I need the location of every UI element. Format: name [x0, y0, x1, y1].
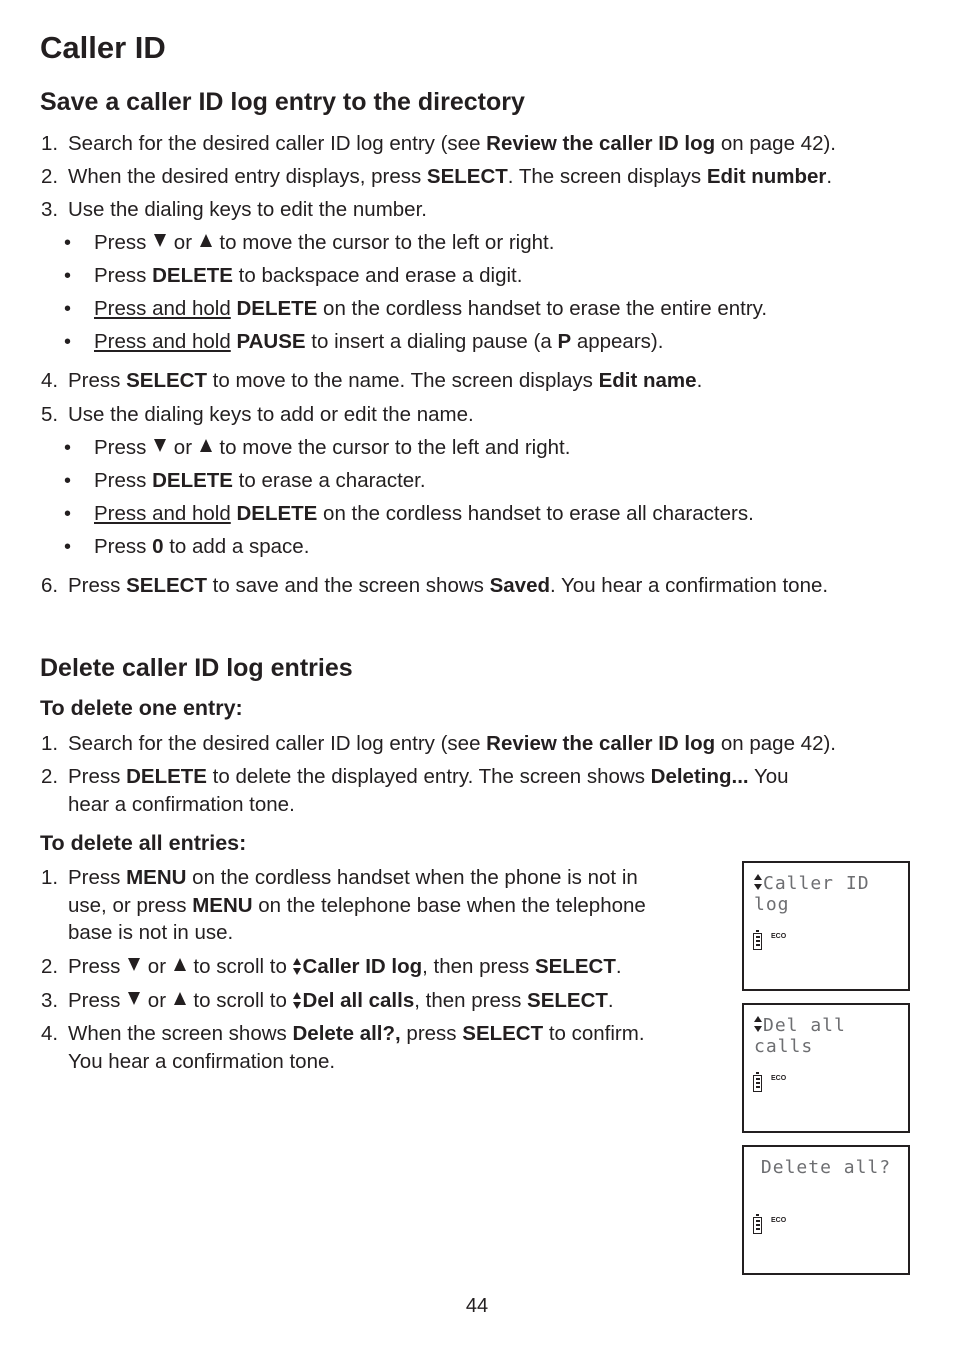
- delete-all-step-4-cont: You hear a confirmation tone.: [68, 1050, 336, 1073]
- page-number: 44: [465, 1295, 489, 1317]
- screen-text: Caller ID log: [754, 873, 870, 915]
- bullet-item: Press 0 to add a space.: [94, 535, 310, 558]
- handset-screen-caller-id-log: [742, 861, 910, 991]
- battery-icon: [753, 1217, 762, 1234]
- delete-one-step-2-cont: hear a confirmation tone.: [68, 793, 295, 816]
- bullet-icon: •: [64, 331, 72, 353]
- step-number: 1.: [41, 132, 59, 155]
- page-title: Caller ID: [40, 30, 166, 65]
- bullet-icon: •: [64, 265, 72, 287]
- eco-indicator: ECO: [771, 933, 787, 940]
- step-number: 5.: [41, 403, 59, 426]
- bullet-icon: •: [64, 298, 72, 320]
- bullet-item: Press or to move the cursor to the left and right.: [94, 436, 571, 459]
- battery-icon: [753, 933, 762, 950]
- up-arrow-icon: [174, 958, 186, 971]
- bullet-item: Press or to move the cursor to the left or right.: [94, 231, 555, 254]
- delete-all-step-1-line-3: base is not in use.: [68, 921, 234, 944]
- save-step-3: Use the dialing keys to edit the number.: [68, 198, 427, 221]
- step-number: 1.: [41, 866, 59, 889]
- bullet-item: Press and hold DELETE on the cordless handset to erase all characters.: [94, 502, 754, 525]
- bullet-icon: •: [64, 437, 72, 459]
- delete-all-step-3: Press or to scroll to Del all calls, then press SELECT.: [68, 989, 614, 1012]
- bullet-icon: •: [64, 536, 72, 558]
- step-number: 3.: [41, 989, 59, 1012]
- step-number: 3.: [41, 198, 59, 221]
- bullet-item: Press and hold DELETE on the cordless handset to erase the entire entry.: [94, 297, 768, 320]
- step-number: 1.: [41, 732, 59, 755]
- save-step-5: Use the dialing keys to add or edit the name.: [68, 403, 474, 426]
- step-number: 2.: [41, 765, 59, 788]
- delete-section-heading: Delete caller ID log entries: [40, 654, 353, 682]
- up-arrow-icon: [200, 234, 212, 247]
- bullet-item: Press DELETE to erase a character.: [94, 469, 426, 492]
- delete-one-step-2: Press DELETE to delete the displayed entry. The screen shows Deleting... You: [68, 765, 789, 788]
- screen-text: Del all calls: [754, 1015, 846, 1057]
- save-step-2: When the desired entry displays, press SELECT. The screen displays Edit number.: [68, 165, 833, 188]
- eco-indicator: ECO: [771, 1075, 787, 1082]
- delete-all-step-1: Press MENU on the cordless handset when the phone is not in: [68, 866, 638, 889]
- up-down-arrow-icon: [754, 874, 762, 890]
- step-number: 4.: [41, 369, 59, 392]
- screen-text: Delete all?: [760, 1157, 892, 1178]
- down-arrow-icon: [154, 439, 166, 452]
- save-step-4: Press SELECT to move to the name. The screen displays Edit name.: [68, 369, 703, 392]
- save-step-1: Search for the desired caller ID log entry (see Review the caller ID log on page 42).: [68, 132, 836, 155]
- up-down-arrow-icon: [293, 992, 302, 1009]
- bullet-icon: •: [64, 470, 72, 492]
- eco-indicator: ECO: [771, 1217, 787, 1224]
- down-arrow-icon: [128, 958, 140, 971]
- handset-screen-delete-all: [742, 1145, 910, 1275]
- bullet-item: Press and hold PAUSE to insert a dialing pause (a P appears).: [94, 330, 664, 353]
- delete-one-step-1: Search for the desired caller ID log entry (see Review the caller ID log on page 42).: [68, 732, 836, 755]
- down-arrow-icon: [128, 992, 140, 1005]
- down-arrow-icon: [154, 234, 166, 247]
- delete-all-step-4: When the screen shows Delete all?, press SELECT to confirm.: [68, 1022, 645, 1045]
- step-number: 2.: [41, 955, 59, 978]
- handset-screen-del-all-calls: [742, 1003, 910, 1133]
- up-down-arrow-icon: [293, 958, 302, 975]
- up-down-arrow-icon: [754, 1016, 762, 1032]
- delete-all-step-1-line-2: use, or press MENU on the telephone base when the telephone: [68, 894, 646, 917]
- delete-one-heading: To delete one entry:: [40, 696, 243, 720]
- up-arrow-icon: [200, 439, 212, 452]
- step-number: 4.: [41, 1022, 59, 1045]
- save-step-6: Press SELECT to save and the screen shows Saved. You hear a confirmation tone.: [68, 574, 829, 597]
- up-arrow-icon: [174, 992, 186, 1005]
- step-number: 6.: [41, 574, 59, 597]
- bullet-icon: •: [64, 232, 72, 254]
- step-number: 2.: [41, 165, 59, 188]
- battery-icon: [753, 1075, 762, 1092]
- delete-all-step-2: Press or to scroll to Caller ID log, then press SELECT.: [68, 955, 622, 978]
- delete-all-heading: To delete all entries:: [40, 831, 247, 855]
- save-section-heading: Save a caller ID log entry to the directory: [40, 88, 525, 116]
- bullet-icon: •: [64, 503, 72, 525]
- bullet-item: Press DELETE to backspace and erase a digit.: [94, 264, 523, 287]
